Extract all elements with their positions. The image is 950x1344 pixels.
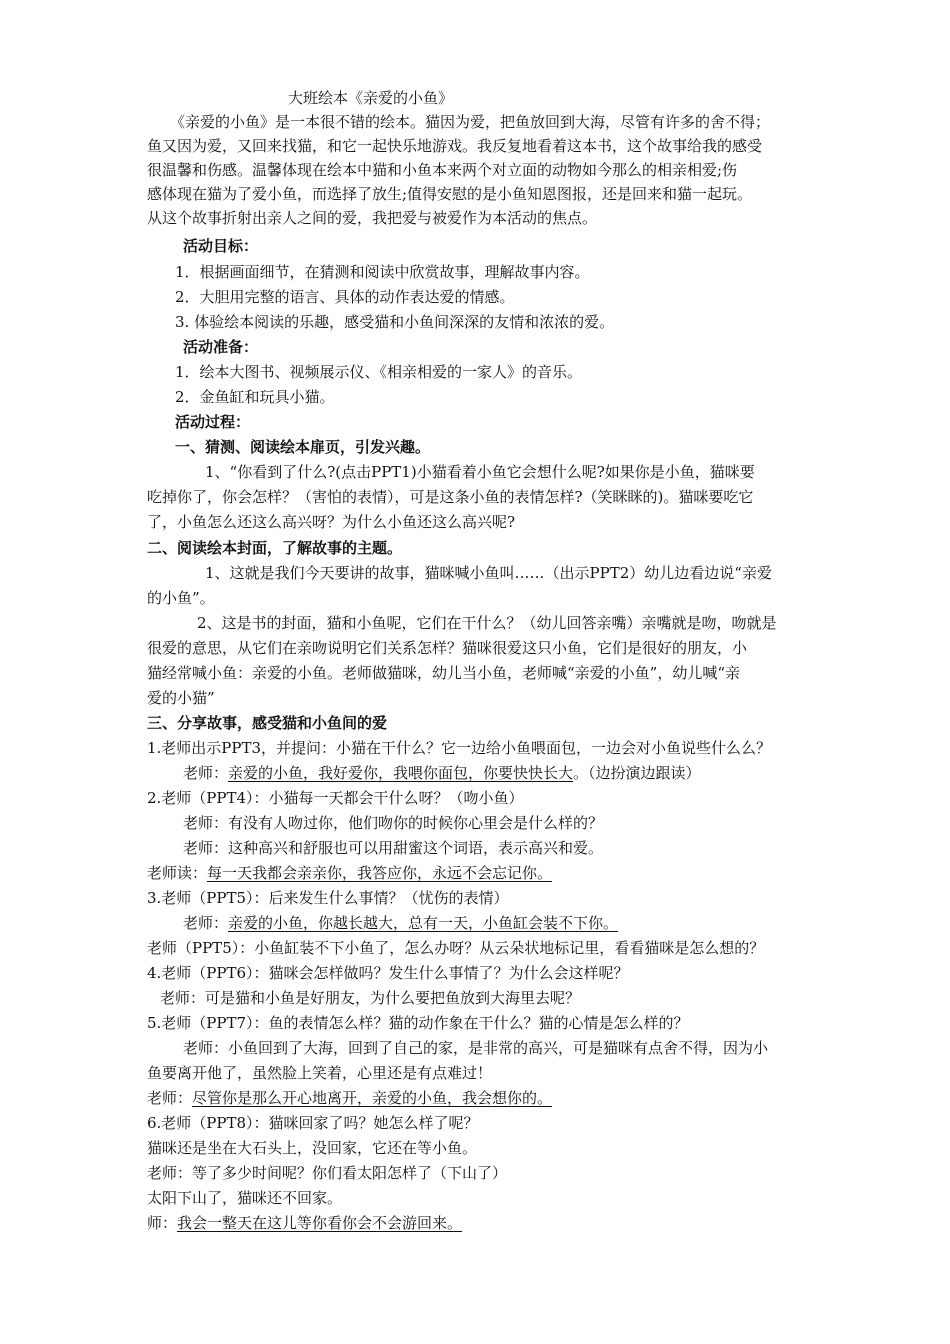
teacher-line: 老师：这种高兴和舒服也可以用甜蜜这个词语，表示高兴和爱。 [183,839,604,857]
paragraph-line: 爱的小猫” [147,689,215,707]
underlined-quote: 每一天我都会亲亲你，我答应你，永远不会忘记你。 [207,864,553,882]
question-line: 4.老师（PPT6）：猫咪会怎样做吗？发生什么事情了？为什么会这样呢？ [147,964,629,982]
paragraph-line: 1、这就是我们今天要讲的故事，猫咪喊小鱼叫……（出示PPT2）幼儿边看边说“亲爱 [205,564,772,582]
paragraph-line: 猫咪还是坐在大石头上，没回家，它还在等小鱼。 [147,1139,478,1157]
paragraph-line: 很爱的意思，从它们在亲吻说明它们关系怎样？猫咪很爱这只小鱼，它们是很好的朋友，小 [147,639,748,657]
speaker-label: 师： [147,1214,178,1232]
underlined-quote: 我会一整天在这儿等你看你会不会游回来。 [177,1214,463,1232]
speaker-label: 老师读： [147,864,208,882]
paragraph-line: 猫经常喊小鱼：亲爱的小鱼。老师做猫咪，幼儿当小鱼，老师喊“亲爱的小鱼”，幼儿喊“亲 [147,664,741,682]
goals-heading: 活动目标： [183,237,259,255]
paragraph-line: 1、“你看到了什么?(点击PPT1)小猫看着小鱼它会想什么呢?如果你是小鱼，猫咪要 [205,463,755,481]
question-line: 3.老师（PPT5）：后来发生什么事情？（忧伤的表情） [147,889,509,907]
question-line: 1.老师出示PPT3，并提问：小猫在干什么？它一边给小鱼喂面包，一边会对小鱼说些什么么？ [147,739,772,757]
underlined-quote: 亲爱的小鱼，我好爱你，我喂你面包，你要快快长大 [228,764,574,782]
prep-item: 1．绘本大图书、视频展示仪、《相亲相爱的一家人》的音乐。 [175,363,583,381]
intro-line: 从这个故事折射出亲人之间的爱，我把爱与被爱作为本活动的焦点。 [147,209,598,227]
underlined-quote: 亲爱的小鱼，你越长越大，总有一天，小鱼缸会装不下你。 [228,914,619,932]
underlined-quote: 尽管你是那么开心地离开，亲爱的小鱼，我会想你的。 [192,1089,553,1107]
goal-item: 3. 体验绘本阅读的乐趣，感受猫和小鱼间深深的友情和浓浓的爱。 [175,313,615,331]
teacher-line [147,1086,827,1110]
question-line: 6.老师（PPT8）：猫咪回家了吗？她怎么样了呢？ [147,1114,479,1132]
paragraph-line: 吃掉你了，你会怎样？（害怕的表情），可是这条小鱼的表情怎样?（笑眯眯的)。猫咪要吃它 [147,488,754,506]
section-heading: 三、分享故事，感受猫和小鱼间的爱 [147,714,388,732]
paragraph-line: 了，小鱼怎么还这么高兴呀？为什么小鱼还这么高兴呢? [147,513,516,531]
teacher-read-line [147,861,827,885]
goal-item: 1．根据画面细节，在猜测和阅读中欣赏故事，理解故事内容。 [175,263,590,281]
prep-item: 2．金鱼缸和玩具小猫。 [175,388,335,406]
intro-line: 《亲爱的小鱼》是一本很不错的绘本。猫因为爱，把鱼放回到大海，尽管有许多的舍不得； [170,113,771,131]
teacher-line: 老师：有没有人吻过你，他们吻你的时候你心里会是什么样的？ [183,814,604,832]
paragraph-line: 太阳下山了，猫咪还不回家。 [147,1189,343,1207]
teacher-line: 老师（PPT5）：小鱼缸装不下小鱼了，怎么办呀？从云朵状地标记里，看看猫咪是怎么想的？ [147,939,765,957]
teacher-line: 老师：可是猫和小鱼是好朋友，为什么要把鱼放到大海里去呢？ [160,989,581,1007]
teacher-line [147,1211,827,1235]
section-heading: 二、阅读绘本封面，了解故事的主题。 [147,539,403,557]
paragraph-line: 2、这是书的封面，猫和小鱼呢，它们在干什么？（幼儿回答亲嘴）亲嘴就是吻，吻就是 [197,614,777,632]
prep-heading: 活动准备： [183,338,259,356]
teacher-line [183,761,863,785]
section-heading: 一、猜测、阅读绘本扉页，引发兴趣。 [175,438,431,456]
document-title: 大班绘本《亲爱的小鱼》 [288,89,454,107]
intro-line: 很温馨和伤感。温馨体现在绘本中猫和小鱼本来两个对立面的动物如今那么的相亲相爱;伤 [147,161,738,179]
goal-item: 2．大胆用完整的语言、具体的动作表达爱的情感。 [175,288,515,306]
speaker-label: 老师： [183,914,229,932]
paragraph-line: 鱼要离开他了，虽然脸上笑着，心里还是有点难过！ [147,1064,493,1082]
speaker-label: 老师： [147,1089,193,1107]
process-heading: 活动过程： [175,413,251,431]
question-line: 5.老师（PPT7）：鱼的表情怎么样？猫的动作象在干什么？猫的心情是怎么样的？ [147,1014,689,1032]
paragraph-line: 的小鱼”。 [147,589,215,607]
teacher-line: 老师：等了多少时间呢？你们看太阳怎样了（下山了） [147,1164,508,1182]
teacher-line [183,911,863,935]
speaker-label: 老师： [183,764,229,782]
teacher-line: 老师：小鱼回到了大海，回到了自己的家，是非常的高兴，可是猫咪有点舍不得，因为小 [183,1039,769,1057]
question-line: 2.老师（PPT4）：小猫每一天都会干什么呀？（吻小鱼） [147,789,524,807]
intro-line: 鱼又因为爱，又回来找猫，和它一起快乐地游戏。我反复地看着这本书，这个故事给我的感受 [147,137,763,155]
stage-direction: 。（边扮演边跟读） [573,764,701,782]
intro-line: 感体现在猫为了爱小鱼，而选择了放生;值得安慰的是小鱼知恩图报，还是回来和猫一起玩。 [147,185,753,203]
